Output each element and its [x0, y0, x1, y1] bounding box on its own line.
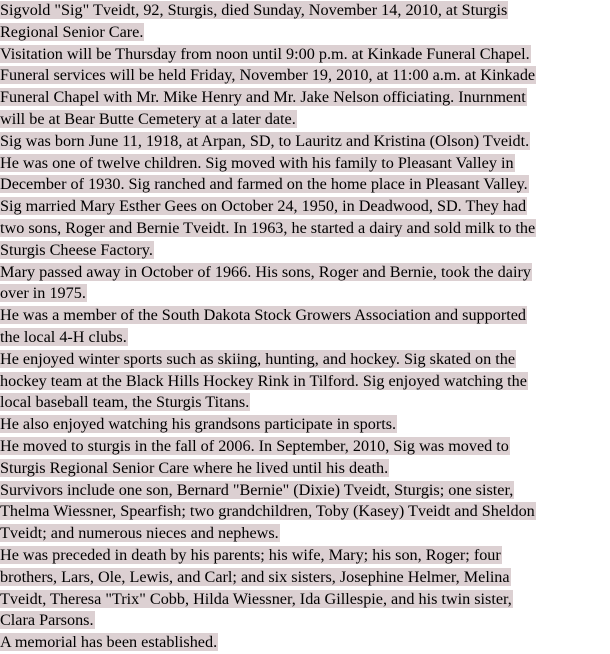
text-line — [0, 501, 610, 523]
text-line — [0, 153, 610, 175]
highlighted-text: Sigvold "Sig" Tveidt, 92, Sturgis, died Sunday, November 14, 2010, at Sturgis — [0, 1, 508, 19]
text-line — [0, 567, 610, 589]
highlighted-text: Regional Senior Care. — [0, 22, 144, 41]
grandsons-paragraph — [0, 414, 610, 436]
text-line — [0, 632, 610, 654]
highlighted-text: Tveidt, Theresa "Trix" Cobb, Hilda Wiessner, Ida Gillespie, and his twin sister, — [0, 589, 512, 608]
highlighted-text: He enjoyed winter sports such as skiing, hunting, and hockey. Sig skated on the — [0, 349, 516, 368]
text-line — [0, 174, 610, 196]
highlighted-text: Clara Parsons. — [0, 611, 94, 630]
text-line — [0, 436, 610, 458]
text-line — [0, 44, 610, 66]
highlighted-text: over in 1975. — [0, 284, 86, 303]
text-line — [0, 109, 610, 131]
text-line — [0, 0, 610, 22]
highlighted-text: the local 4-H clubs. — [0, 327, 127, 346]
text-line — [0, 371, 610, 393]
text-line — [0, 414, 610, 436]
text-line — [0, 65, 610, 87]
highlighted-text: Survivors include one son, Bernard "Bernie" (Dixie) Tveidt, Sturgis; one sister, — [0, 480, 514, 499]
text-line — [0, 480, 610, 502]
text-line — [0, 305, 610, 327]
text-line — [0, 327, 610, 349]
text-line — [0, 87, 610, 109]
hobbies-paragraph — [0, 349, 610, 414]
text-line — [0, 545, 610, 567]
biography-paragraph — [0, 131, 610, 262]
text-line — [0, 22, 610, 44]
text-line — [0, 458, 610, 480]
highlighted-text: Sturgis Regional Senior Care where he lived until his death. — [0, 458, 389, 477]
highlighted-text: December of 1930. Sig ranched and farmed on the home place in Pleasant Valley. — [0, 175, 528, 194]
highlighted-text: hockey team at the Black Hills Hockey Rink in Tilford. Sig enjoyed watching the — [0, 371, 527, 390]
highlighted-text: will be at Bear Butte Cemetery at a later date. — [0, 109, 296, 128]
highlighted-text: Sig was born June 11, 1918, at Arpan, SD, to Lauritz and Kristina (Olson) Tveidt. — [0, 131, 530, 150]
highlighted-text: He was preceded in death by his parents; his wife, Mary; his son, Roger; four — [0, 545, 501, 564]
highlighted-text: He was one of twelve children. Sig moved with his family to Pleasant Valley in — [0, 153, 514, 172]
preceded-paragraph — [0, 545, 610, 632]
dairy-paragraph — [0, 262, 610, 306]
survivors-paragraph — [0, 480, 610, 545]
services-paragraph — [0, 44, 610, 131]
highlighted-text: Sig married Mary Esther Gees on October 24, 1950, in Deadwood, SD. They had — [0, 197, 527, 216]
highlighted-text: brothers, Lars, Ole, Lewis, and Carl; and six sisters, Josephine Helmer, Melina — [0, 567, 510, 586]
highlighted-text: Thelma Wiessner, Spearfish; two grandchildren, Toby (Kasey) Tveidt and Sheldon — [0, 502, 535, 521]
text-line — [0, 523, 610, 545]
memberships-paragraph — [0, 305, 610, 349]
highlighted-text: Funeral services will be held Friday, November 19, 2010, at 11:00 a.m. at Kinkade — [0, 66, 536, 85]
highlighted-text: He moved to sturgis in the fall of 2006. In September, 2010, Sig was moved to — [0, 436, 509, 455]
highlighted-text: local baseball team, the Sturgis Titans. — [0, 393, 250, 412]
text-line — [0, 196, 610, 218]
highlighted-text: Tveidt; and numerous nieces and nephews. — [0, 524, 279, 543]
senior-care-paragraph — [0, 436, 610, 480]
text-line — [0, 240, 610, 262]
highlighted-text: Visitation will be Thursday from noon until 9:00 p.m. at Kinkade Funeral Chapel. — [0, 44, 530, 63]
highlighted-text: He was a member of the South Dakota Stock Growers Association and supported — [0, 306, 526, 325]
text-line — [0, 218, 610, 240]
highlighted-text: Mary passed away in October of 1966. His sons, Roger and Bernie, took the dairy — [0, 262, 531, 281]
memorial-paragraph — [0, 632, 610, 654]
highlighted-text: two sons, Roger and Bernie Tveidt. In 1963, he started a dairy and sold milk to the — [0, 218, 536, 237]
highlighted-text: Funeral Chapel with Mr. Mike Henry and Mr. Jake Nelson officiating. Inurnment — [0, 88, 526, 107]
text-line — [0, 392, 610, 414]
highlighted-text: Sturgis Cheese Factory. — [0, 240, 153, 259]
death-notice-paragraph — [0, 0, 610, 44]
highlighted-text: He also enjoyed watching his grandsons participate in sports. — [0, 415, 397, 434]
text-line — [0, 283, 610, 305]
text-line — [0, 262, 610, 284]
text-line — [0, 131, 610, 153]
text-line — [0, 349, 610, 371]
text-line — [0, 589, 610, 611]
highlighted-text: A memorial has been established. — [0, 633, 218, 652]
